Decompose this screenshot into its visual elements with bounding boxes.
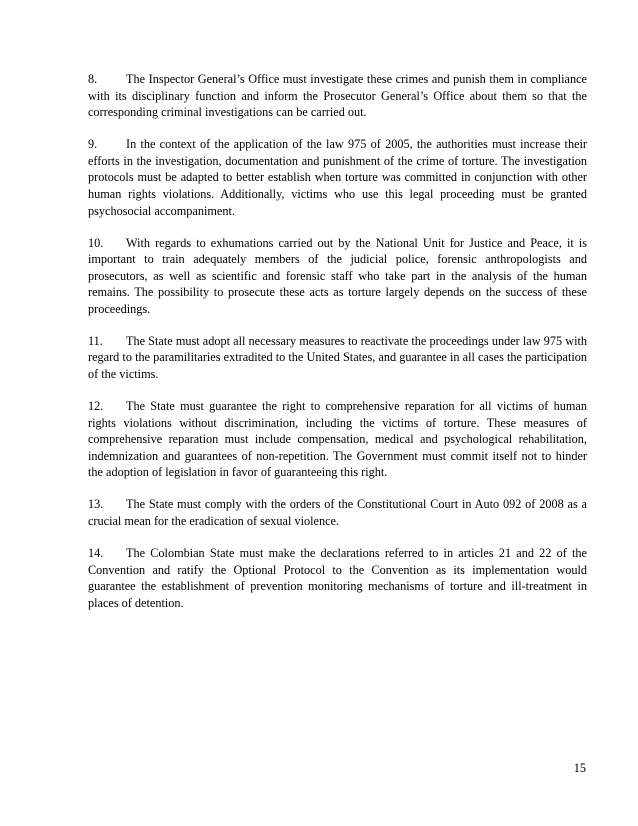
- paragraph-9: [88, 136, 587, 219]
- paragraph-11: [88, 333, 587, 383]
- paragraph-number: 13.: [88, 497, 104, 512]
- document-body: [88, 71, 587, 627]
- paragraph-text: The Inspector General’s Office must investigate these crimes and punish them in compliance with its disciplinary function and inform the Prosecutor General’s Office about them so that the corresponding criminal investigations can be carried out.: [88, 72, 587, 120]
- paragraph-number: 12.: [88, 399, 104, 414]
- paragraph-8: [88, 71, 587, 121]
- paragraph-text: The State must guarantee the right to comprehensive reparation for all victims of human rights violations without discrimination, including the victims of torture. These measures of comprehensive reparation must include compensation, medical and psychological rehabilitation, indemnization and guarantees of non-repetition. The Government must commit itself not to hinder the adoption of legislation in favor of guaranteeing this right.: [88, 399, 587, 480]
- paragraph-text: The State must comply with the orders of the Constitutional Court in Auto 092 of 2008 as a crucial mean for the eradication of sexual violence.: [88, 497, 587, 529]
- paragraph-number: 8.: [88, 72, 98, 86]
- paragraph-number: 14.: [88, 546, 104, 560]
- paragraph-number: 9.: [88, 137, 98, 152]
- paragraph-10: [88, 235, 587, 318]
- paragraph-12: [88, 398, 587, 481]
- paragraph-14: [88, 545, 587, 611]
- paragraph-text: In the context of the application of the law 975 of 2005, the authorities must increase their efforts in the investigation, documentation and punishment of the crime of torture. The investigation protocols must be adapted to better establish when torture was committed in conjunction with other human rights violations. Additionally, victims who use this legal proceeding must be granted psychosocial accompaniment.: [88, 137, 587, 218]
- paragraph-number: 10.: [88, 235, 104, 250]
- paragraph-text: The Colombian State must make the declarations referred to in articles 21 and 22 of the Convention and ratify the Optional Protocol to the Convention as its implementation would guarantee the establishment of prevention monitoring mechanisms of torture and ill-treatment in places of detention.: [88, 546, 587, 610]
- paragraph-text: With regards to exhumations carried out by the National Unit for Justice and Peace, it is important to train adequately members of the judicial police, forensic anthropologists and prosecutors, as well as scientific and forensic staff who take part in the analysis of the human remains. The possibility to prosecute these acts as torture largely depends on the success of these proceedings.: [88, 235, 587, 316]
- paragraph-number: 11.: [88, 333, 103, 348]
- paragraph-13: [88, 496, 587, 529]
- paragraph-text: The State must adopt all necessary measures to reactivate the proceedings under law 975 with regard to the paramilitaries extradited to the United States, and guarantee in all cases the participation of the victims.: [88, 333, 587, 382]
- page-number: 15: [573, 761, 586, 775]
